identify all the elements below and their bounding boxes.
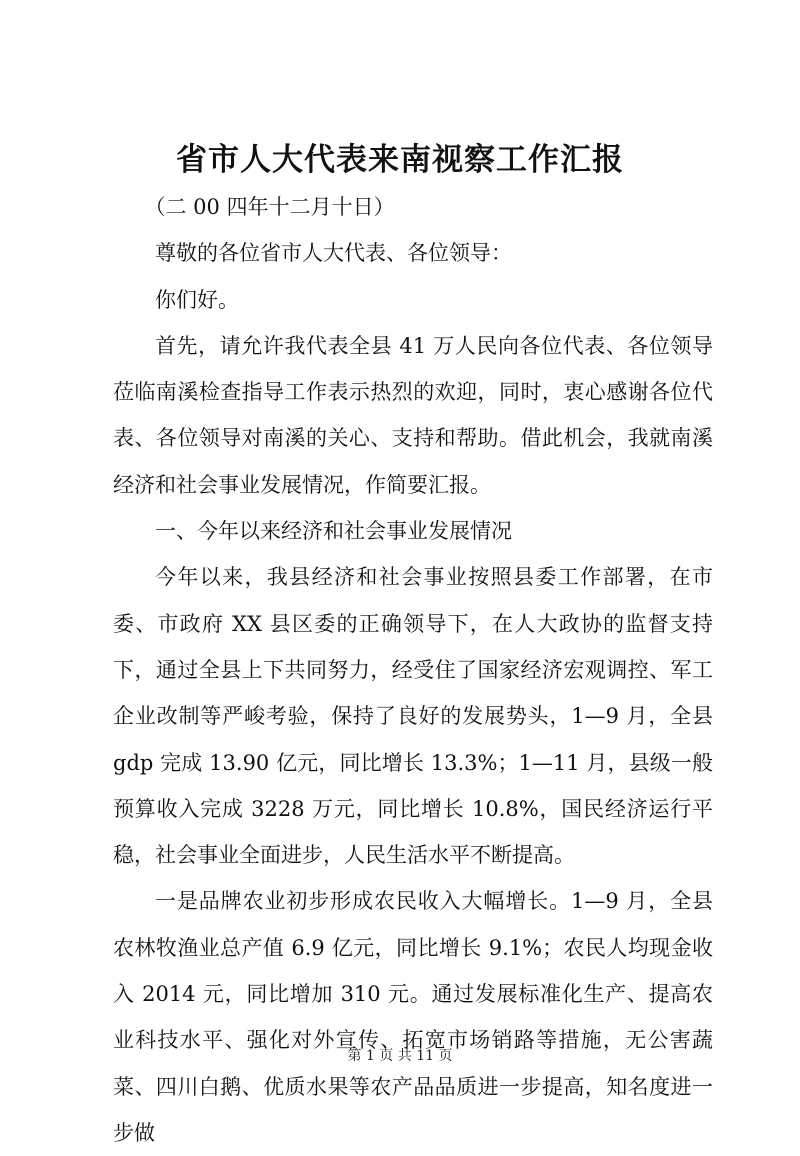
intro-paragraph: 首先，请允许我代表全县 41 万人民向各位代表、各位领导莅临南溪检查指导工作表示热烈的欢迎，同时，衷心感谢各位代表、各位领导对南溪的关心、支持和帮助。借此机会，我就南溪经济和社会事业发展情况，作简要汇报。	[113, 333, 713, 497]
document-body	[113, 184, 713, 1156]
document-date: （二 00 四年十二月十日）	[144, 195, 395, 219]
agriculture-paragraph: 一是品牌农业初步形成农民收入大幅增长。1—9 月，全县农林牧渔业总产值 6.9 亿元，同比增长 9.1%；农民人均现金收入 2014 元，同比增加 310 元。通过发展标准化生产、提高农业科技水平、强化对外宣传、拓宽市场销路等措施，无公害蔬菜、四川白鹅、优质水果等农产品品质进一步提高，知名度进一步做	[113, 889, 713, 1145]
greeting-paragraph: 你们好。	[155, 287, 239, 312]
document-title: 省市人大代表来南视察工作汇报	[176, 142, 624, 178]
section-heading: 一、今年以来经济和社会事业发展情况	[155, 519, 512, 544]
page-number-footer: 第 1 页 共 11 页	[347, 1048, 453, 1064]
salutation-paragraph: 尊敬的各位省市人大代表、各位领导：	[155, 241, 512, 266]
economy-paragraph: 今年以来，我县经济和社会事业按照县委工作部署，在市委、市政府 XX 县区委的正确领导下，在人大政协的监督支持下，通过全县上下共同努力，经受住了国家经济宏观调控、军工企业改制等严峻考验，保持了良好的发展势头，1—9 月，全县 gdp 完成 13.90 亿元，同比增长 13.3%；1—11 月，县级一般预算收入完成 3228 万元，同比增长 10.8%，国民经济运行平稳，社会事业全面进步，人民生活水平不断提高。	[113, 565, 713, 868]
